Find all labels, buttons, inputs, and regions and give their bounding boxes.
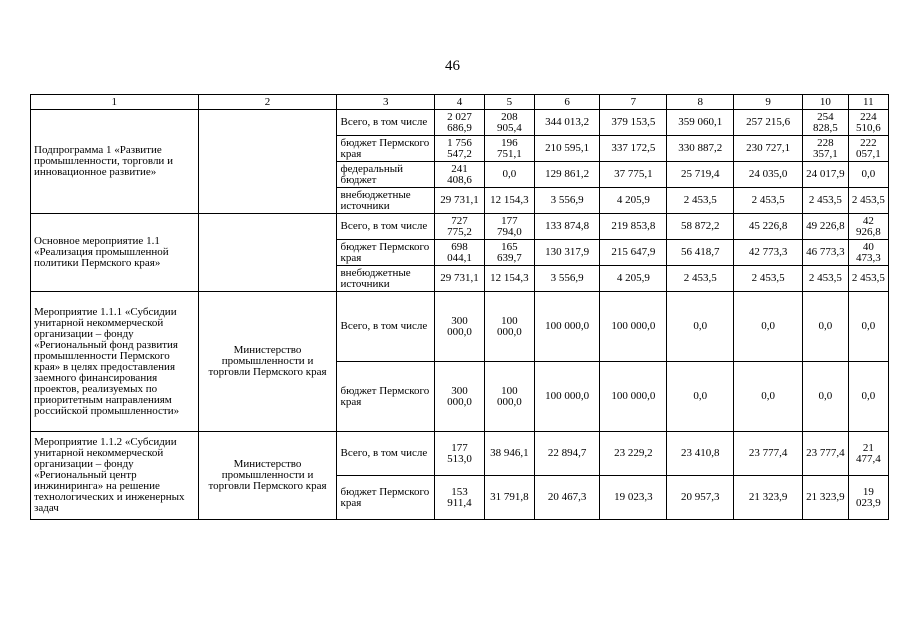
amount-cell: 337 172,5 bbox=[600, 136, 667, 162]
column-header: 8 bbox=[667, 95, 734, 110]
amount-cell: 241 408,6 bbox=[435, 162, 485, 188]
amount-cell: 3 556,9 bbox=[534, 266, 600, 292]
amount-cell: 56 418,7 bbox=[667, 240, 734, 266]
amount-cell: 45 226,8 bbox=[734, 214, 803, 240]
amount-cell: 0,0 bbox=[484, 162, 534, 188]
funding-source: Всего, в том числе bbox=[337, 110, 435, 136]
funding-source: федеральный бюджет bbox=[337, 162, 435, 188]
amount-cell: 130 317,9 bbox=[534, 240, 600, 266]
amount-cell: 224 510,6 bbox=[848, 110, 888, 136]
amount-cell: 20 467,3 bbox=[534, 476, 600, 520]
amount-cell: 379 153,5 bbox=[600, 110, 667, 136]
column-header: 7 bbox=[600, 95, 667, 110]
amount-cell: 230 727,1 bbox=[734, 136, 803, 162]
amount-cell: 19 023,9 bbox=[848, 476, 888, 520]
amount-cell: 100 000,0 bbox=[484, 292, 534, 362]
amount-cell: 330 887,2 bbox=[667, 136, 734, 162]
amount-cell: 0,0 bbox=[734, 292, 803, 362]
amount-cell: 196 751,1 bbox=[484, 136, 534, 162]
column-header: 2 bbox=[198, 95, 337, 110]
amount-cell: 300 000,0 bbox=[435, 362, 485, 432]
program-title: Подпрограмма 1 «Развитие промышленности, торговли и инновационное развитие» bbox=[31, 110, 199, 214]
amount-cell: 24 017,9 bbox=[803, 162, 849, 188]
amount-cell: 177 513,0 bbox=[435, 432, 485, 476]
program-title: Мероприятие 1.1.1 «Субсидии унитарной некоммерческой организации – фонду «Региональный фонд развития промышленности Пермского края» в целях предоставления заемного финансирования проектов, реализуемых по приоритетным направлениям российской промышленности» bbox=[31, 292, 199, 432]
column-header: 10 bbox=[803, 95, 849, 110]
funding-source: бюджет Пермского края bbox=[337, 362, 435, 432]
amount-cell: 215 647,9 bbox=[600, 240, 667, 266]
amount-cell: 46 773,3 bbox=[803, 240, 849, 266]
amount-cell: 2 453,5 bbox=[734, 266, 803, 292]
amount-cell: 210 595,1 bbox=[534, 136, 600, 162]
amount-cell: 25 719,4 bbox=[667, 162, 734, 188]
amount-cell: 2 453,5 bbox=[848, 188, 888, 214]
amount-cell: 29 731,1 bbox=[435, 266, 485, 292]
amount-cell: 20 957,3 bbox=[667, 476, 734, 520]
responsible-org bbox=[198, 214, 337, 292]
amount-cell: 22 894,7 bbox=[534, 432, 600, 476]
amount-cell: 1 756 547,2 bbox=[435, 136, 485, 162]
table-row bbox=[31, 110, 889, 136]
amount-cell: 100 000,0 bbox=[600, 292, 667, 362]
amount-cell: 23 777,4 bbox=[734, 432, 803, 476]
amount-cell: 19 023,3 bbox=[600, 476, 667, 520]
amount-cell: 0,0 bbox=[848, 362, 888, 432]
amount-cell: 3 556,9 bbox=[534, 188, 600, 214]
program-title: Основное мероприятие 1.1 «Реализация промышленной политики Пермского края» bbox=[31, 214, 199, 292]
budget-table bbox=[30, 94, 889, 520]
amount-cell: 2 453,5 bbox=[667, 188, 734, 214]
funding-source: внебюджетные источники bbox=[337, 188, 435, 214]
amount-cell: 23 229,2 bbox=[600, 432, 667, 476]
amount-cell: 219 853,8 bbox=[600, 214, 667, 240]
column-header: 6 bbox=[534, 95, 600, 110]
amount-cell: 12 154,3 bbox=[484, 266, 534, 292]
table-body bbox=[31, 110, 889, 520]
amount-cell: 257 215,6 bbox=[734, 110, 803, 136]
funding-source: Всего, в том числе bbox=[337, 214, 435, 240]
amount-cell: 2 453,5 bbox=[667, 266, 734, 292]
amount-cell: 58 872,2 bbox=[667, 214, 734, 240]
column-header: 4 bbox=[435, 95, 485, 110]
amount-cell: 21 323,9 bbox=[734, 476, 803, 520]
amount-cell: 0,0 bbox=[803, 292, 849, 362]
amount-cell: 129 861,2 bbox=[534, 162, 600, 188]
amount-cell: 29 731,1 bbox=[435, 188, 485, 214]
funding-source: бюджет Пермского края bbox=[337, 240, 435, 266]
column-header: 5 bbox=[484, 95, 534, 110]
amount-cell: 21 477,4 bbox=[848, 432, 888, 476]
amount-cell: 42 773,3 bbox=[734, 240, 803, 266]
column-header: 1 bbox=[31, 95, 199, 110]
funding-source: Всего, в том числе bbox=[337, 292, 435, 362]
amount-cell: 165 639,7 bbox=[484, 240, 534, 266]
amount-cell: 727 775,2 bbox=[435, 214, 485, 240]
amount-cell: 23 410,8 bbox=[667, 432, 734, 476]
table-row bbox=[31, 292, 889, 362]
amount-cell: 21 323,9 bbox=[803, 476, 849, 520]
funding-source: внебюджетные источники bbox=[337, 266, 435, 292]
amount-cell: 222 057,1 bbox=[848, 136, 888, 162]
amount-cell: 177 794,0 bbox=[484, 214, 534, 240]
funding-source: бюджет Пермского края bbox=[337, 136, 435, 162]
amount-cell: 153 911,4 bbox=[435, 476, 485, 520]
amount-cell: 40 473,3 bbox=[848, 240, 888, 266]
amount-cell: 2 453,5 bbox=[803, 266, 849, 292]
responsible-org: Министерство промышленности и торговли Пермского края bbox=[198, 292, 337, 432]
program-title: Мероприятие 1.1.2 «Субсидии унитарной некоммерческой организации – фонду «Региональный центр инжиниринга» на решение технологических и инженерных задач bbox=[31, 432, 199, 520]
amount-cell: 12 154,3 bbox=[484, 188, 534, 214]
amount-cell: 254 828,5 bbox=[803, 110, 849, 136]
amount-cell: 0,0 bbox=[667, 292, 734, 362]
amount-cell: 38 946,1 bbox=[484, 432, 534, 476]
amount-cell: 359 060,1 bbox=[667, 110, 734, 136]
funding-source: бюджет Пермского края bbox=[337, 476, 435, 520]
amount-cell: 4 205,9 bbox=[600, 266, 667, 292]
amount-cell: 49 226,8 bbox=[803, 214, 849, 240]
amount-cell: 698 044,1 bbox=[435, 240, 485, 266]
amount-cell: 100 000,0 bbox=[534, 362, 600, 432]
amount-cell: 0,0 bbox=[667, 362, 734, 432]
amount-cell: 23 777,4 bbox=[803, 432, 849, 476]
amount-cell: 2 453,5 bbox=[734, 188, 803, 214]
amount-cell: 2 027 686,9 bbox=[435, 110, 485, 136]
column-header: 9 bbox=[734, 95, 803, 110]
amount-cell: 0,0 bbox=[848, 292, 888, 362]
responsible-org: Министерство промышленности и торговли Пермского края bbox=[198, 432, 337, 520]
amount-cell: 133 874,8 bbox=[534, 214, 600, 240]
table-header-row bbox=[31, 95, 889, 110]
page-number: 46 bbox=[445, 58, 460, 74]
amount-cell: 228 357,1 bbox=[803, 136, 849, 162]
column-header: 3 bbox=[337, 95, 435, 110]
amount-cell: 100 000,0 bbox=[600, 362, 667, 432]
amount-cell: 100 000,0 bbox=[534, 292, 600, 362]
amount-cell: 24 035,0 bbox=[734, 162, 803, 188]
amount-cell: 31 791,8 bbox=[484, 476, 534, 520]
amount-cell: 0,0 bbox=[848, 162, 888, 188]
amount-cell: 208 905,4 bbox=[484, 110, 534, 136]
amount-cell: 100 000,0 bbox=[484, 362, 534, 432]
amount-cell: 344 013,2 bbox=[534, 110, 600, 136]
column-header: 11 bbox=[848, 95, 888, 110]
amount-cell: 0,0 bbox=[803, 362, 849, 432]
amount-cell: 37 775,1 bbox=[600, 162, 667, 188]
amount-cell: 42 926,8 bbox=[848, 214, 888, 240]
responsible-org bbox=[198, 110, 337, 214]
table-row bbox=[31, 432, 889, 476]
amount-cell: 4 205,9 bbox=[600, 188, 667, 214]
amount-cell: 300 000,0 bbox=[435, 292, 485, 362]
funding-source: Всего, в том числе bbox=[337, 432, 435, 476]
amount-cell: 0,0 bbox=[734, 362, 803, 432]
amount-cell: 2 453,5 bbox=[848, 266, 888, 292]
amount-cell: 2 453,5 bbox=[803, 188, 849, 214]
table-row bbox=[31, 214, 889, 240]
